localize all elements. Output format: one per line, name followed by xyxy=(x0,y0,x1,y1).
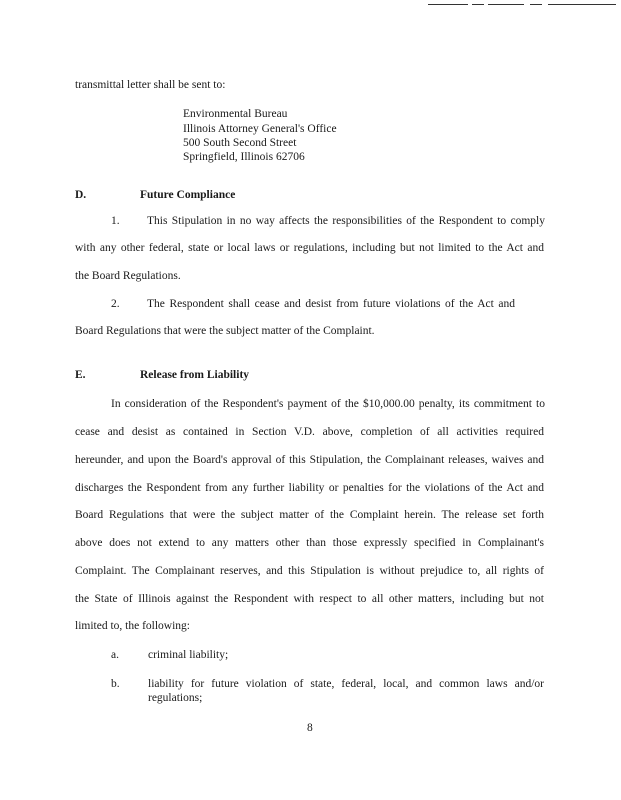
address-line: Environmental Bureau xyxy=(183,108,288,120)
section-e-title: Release from Liability xyxy=(140,369,250,381)
address-line: Illinois Attorney General's Office xyxy=(183,123,337,135)
paragraph-line: above does not extend to any matters other than those expressly specified in Complainant's xyxy=(75,537,544,549)
paragraph-line: In consideration of the Respondent's payment of the $10,000.00 penalty, its commitment to xyxy=(111,398,545,410)
paragraph-line: The Respondent shall cease and desist from future violations of the Act and xyxy=(147,298,515,310)
section-e-letter: E. xyxy=(75,369,86,381)
scan-mark xyxy=(488,4,524,5)
scan-mark xyxy=(428,4,468,5)
paragraph-line: Board Regulations that were the subject matter of the Complaint herein. The release set forth xyxy=(75,509,544,521)
paragraph-line: Board Regulations that were the subject matter of the Complaint. xyxy=(75,325,375,337)
paragraph-line: discharges the Respondent from any further liability or penalties for the violations of the Act and xyxy=(75,482,544,494)
list-item-a-letter: a. xyxy=(111,649,119,661)
page-number: 8 xyxy=(307,722,313,734)
address-line: 500 South Second Street xyxy=(183,137,297,149)
paragraph-line: the Board Regulations. xyxy=(75,270,181,282)
scan-mark xyxy=(472,4,484,5)
paragraph-line: limited to, the following: xyxy=(75,620,190,632)
list-item-b-line: liability for future violation of state, federal, local, and common laws and/or xyxy=(148,678,544,690)
paragraph-line: hereunder, and upon the Board's approval of this Stipulation, the Complainant releases, waives and xyxy=(75,454,544,466)
item-2-number: 2. xyxy=(111,298,120,310)
item-1-number: 1. xyxy=(111,215,120,227)
section-d-title: Future Compliance xyxy=(140,189,236,201)
section-d-letter: D. xyxy=(75,189,87,201)
list-item-a-text: criminal liability; xyxy=(148,649,229,661)
paragraph-line: This Stipulation in no way affects the responsibilities of the Respondent to comply xyxy=(147,215,545,227)
paragraph-line: Complaint. The Complainant reserves, and this Stipulation is without prejudice to, all rights of xyxy=(75,565,544,577)
address-line: Springfield, Illinois 62706 xyxy=(183,151,305,163)
intro-text: transmittal letter shall be sent to: xyxy=(75,79,226,91)
paragraph-line: cease and desist as contained in Section V.D. above, completion of all activities required xyxy=(75,426,544,438)
scan-mark xyxy=(530,4,542,5)
list-item-b-line: regulations; xyxy=(148,692,203,704)
scan-mark xyxy=(548,4,616,5)
paragraph-line: the State of Illinois against the Respondent with respect to all other matters, including but not xyxy=(75,593,544,605)
paragraph-line: with any other federal, state or local laws or regulations, including but not limited to the Act and xyxy=(75,242,544,254)
list-item-b-letter: b. xyxy=(111,678,120,690)
